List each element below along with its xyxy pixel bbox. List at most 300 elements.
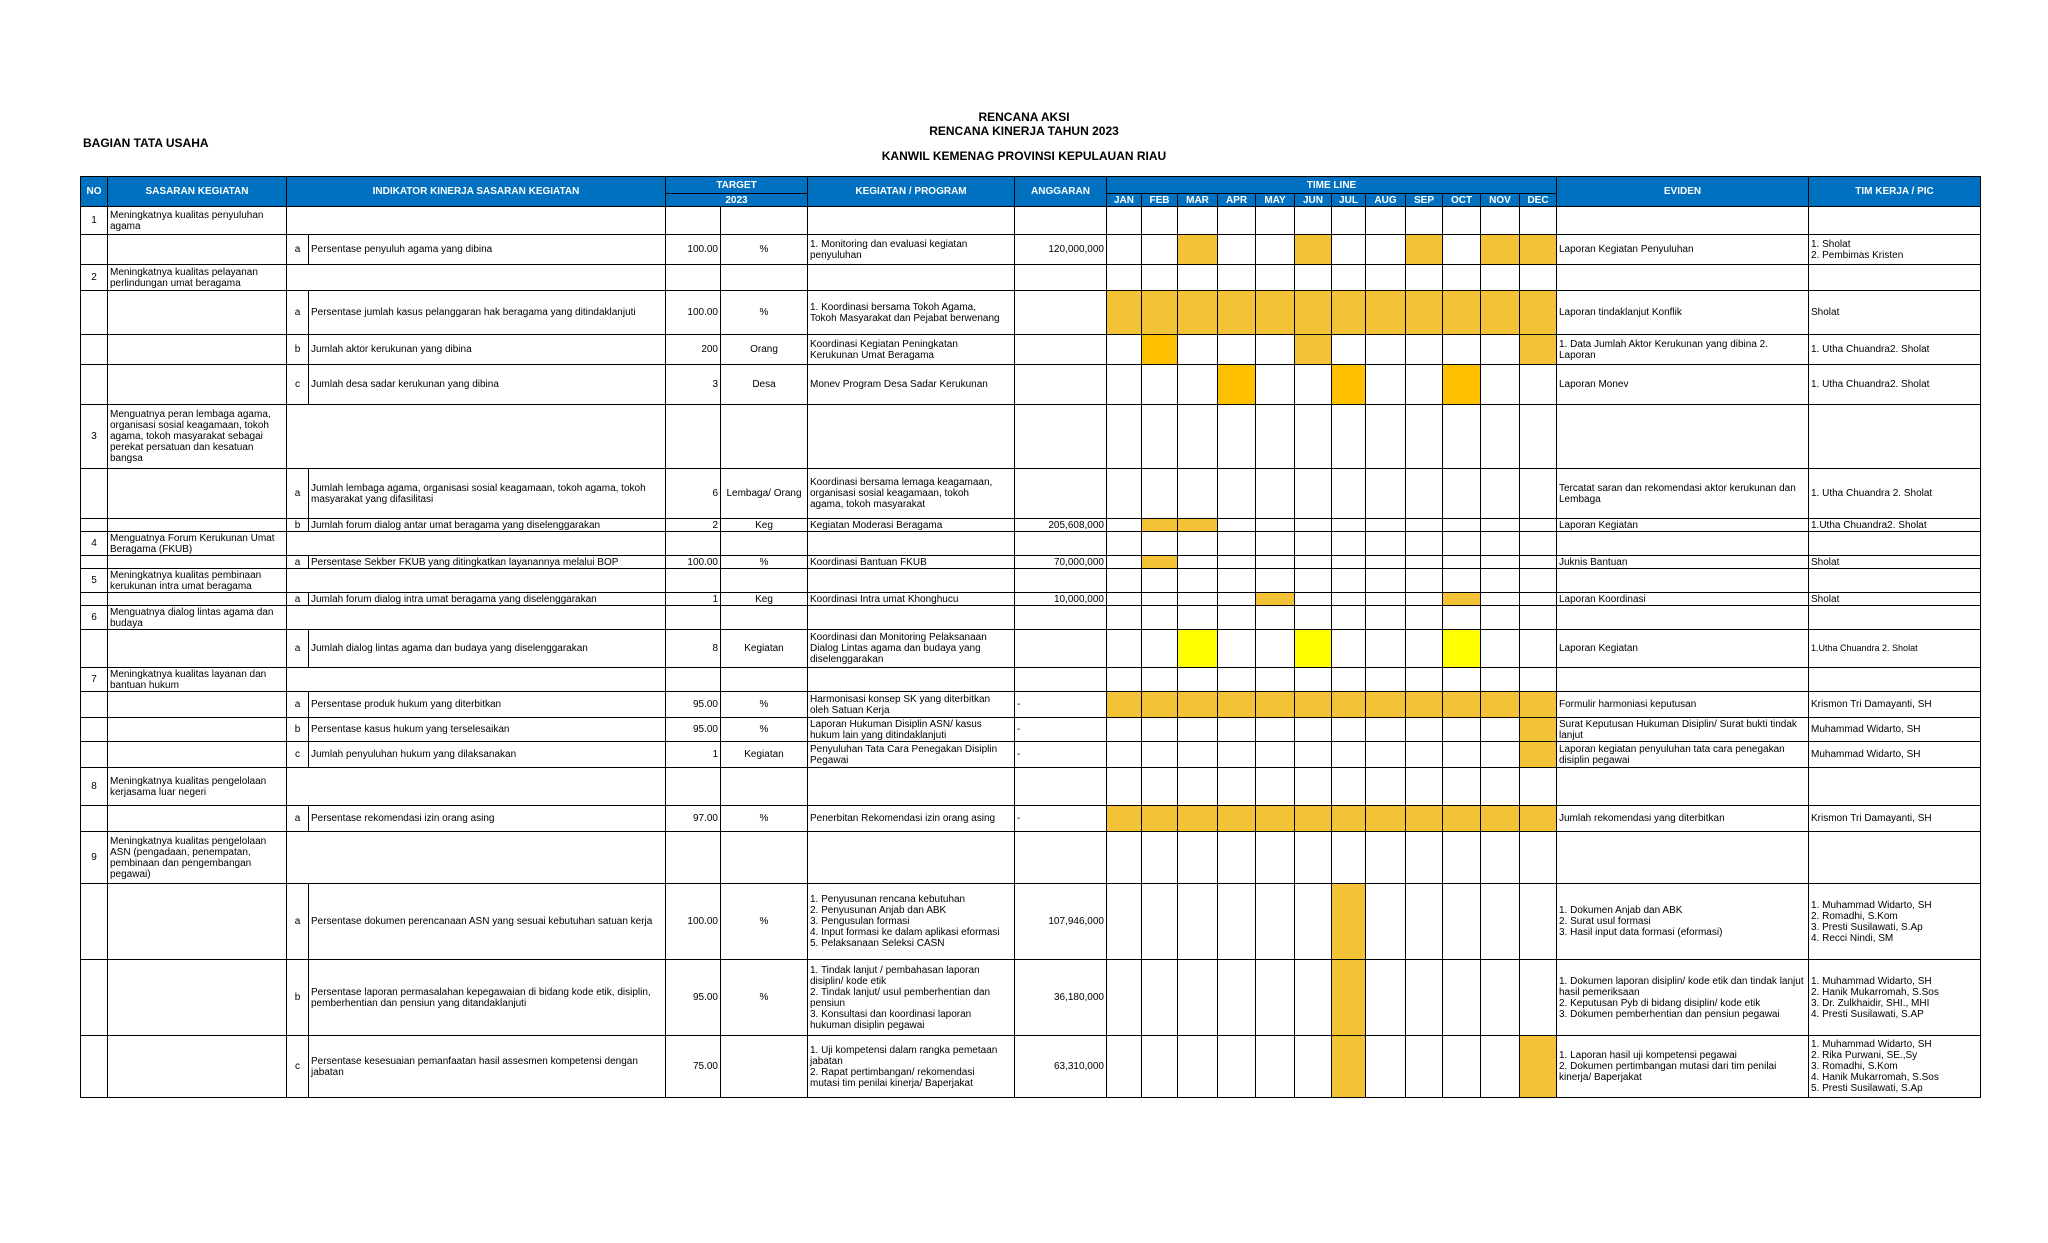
- row-number: [81, 335, 108, 365]
- sasaran-cell: Meningkatnya kualitas pengelolaan ASN (pengadaan, penempatan, pembinaan dan pengembangan pegawai): [108, 832, 287, 884]
- indicator-row: [81, 884, 1981, 960]
- timeline-cell-mar: [1178, 806, 1218, 832]
- timeline-cell-feb: [1142, 692, 1178, 718]
- timeline-cell-nov: [1481, 235, 1520, 265]
- timeline-cell-may: [1256, 207, 1295, 235]
- timeline-cell-jun: [1295, 593, 1332, 606]
- target-unit-cell: Keg: [721, 593, 808, 606]
- target-value-cell: 3: [666, 365, 721, 405]
- target-value-cell: 200: [666, 335, 721, 365]
- timeline-cell-oct: [1443, 960, 1481, 1036]
- target-value-cell: [666, 668, 721, 692]
- indicator-cell: Jumlah lembaga agama, organisasi sosial keagamaan, tokoh agama, tokoh masyarakat yang difasilitasi: [309, 469, 666, 519]
- timeline-cell-apr: [1218, 469, 1256, 519]
- kegiatan-cell: [808, 668, 1015, 692]
- target-value-cell: 1: [666, 593, 721, 606]
- target-value-cell: 6: [666, 469, 721, 519]
- timeline-cell-may: [1256, 469, 1295, 519]
- sasaran-cell: Menguatnya Forum Kerukunan Umat Beragama (FKUB): [108, 532, 287, 556]
- timeline-cell-jan: [1107, 593, 1142, 606]
- month-header-jun: JUN: [1295, 194, 1332, 207]
- kegiatan-cell: Laporan Hukuman Disiplin ASN/ kasus hukum lain yang ditindaklanjuti: [808, 718, 1015, 742]
- month-header-oct: OCT: [1443, 194, 1481, 207]
- timeline-cell-dec: [1520, 365, 1557, 405]
- timeline-cell-may: [1256, 806, 1295, 832]
- timeline-cell-sep: [1406, 556, 1443, 569]
- timeline-cell-jul: [1332, 469, 1366, 519]
- eviden-cell: [1557, 569, 1809, 593]
- timeline-cell-aug: [1366, 606, 1406, 630]
- timeline-cell-mar: [1178, 960, 1218, 1036]
- timeline-cell-mar: [1178, 1036, 1218, 1098]
- eviden-cell: Tercatat saran dan rekomendasi aktor kerukunan dan Lembaga: [1557, 469, 1809, 519]
- target-value-cell: 95.00: [666, 718, 721, 742]
- timeline-cell-nov: [1481, 692, 1520, 718]
- indicator-cell: Jumlah forum dialog intra umat beragama yang diselenggarakan: [309, 593, 666, 606]
- timeline-cell-sep: [1406, 832, 1443, 884]
- timeline-cell-nov: [1481, 960, 1520, 1036]
- timeline-cell-feb: [1142, 335, 1178, 365]
- timeline-cell-jun: [1295, 532, 1332, 556]
- goal-row: [81, 668, 1981, 692]
- sasaran-cell: Meningkatnya kualitas penyuluhan agama: [108, 207, 287, 235]
- timeline-cell-oct: [1443, 519, 1481, 532]
- indicator-letter: b: [287, 960, 309, 1036]
- target-value-cell: 100.00: [666, 556, 721, 569]
- timeline-cell-aug: [1366, 960, 1406, 1036]
- timeline-cell-jan: [1107, 960, 1142, 1036]
- department-label: BAGIAN TATA USAHA: [83, 136, 209, 150]
- eviden-cell: Laporan Monev: [1557, 365, 1809, 405]
- timeline-cell-feb: [1142, 207, 1178, 235]
- anggaran-cell: 36,180,000: [1015, 960, 1107, 1036]
- eviden-cell: 1. Dokumen Anjab dan ABK 2. Surat usul formasi 3. Hasil input data formasi (eformasi): [1557, 884, 1809, 960]
- timeline-cell-aug: [1366, 335, 1406, 365]
- target-unit-cell: [721, 1036, 808, 1098]
- target-unit-cell: %: [721, 235, 808, 265]
- anggaran-cell: [1015, 606, 1107, 630]
- timeline-cell-nov: [1481, 405, 1520, 469]
- timeline-cell-jan: [1107, 469, 1142, 519]
- timeline-cell-mar: [1178, 405, 1218, 469]
- row-number: [81, 960, 108, 1036]
- timeline-cell-feb: [1142, 405, 1178, 469]
- timeline-cell-jun: [1295, 291, 1332, 335]
- indicator-row: [81, 291, 1981, 335]
- eviden-cell: Laporan Kegiatan Penyuluhan: [1557, 235, 1809, 265]
- tim-cell: Krismon Tri Damayanti, SH: [1809, 806, 1981, 832]
- tim-cell: 1. Muhammad Widarto, SH 2. Rika Purwani, SE.,Sy 3. Romadhi, S.Kom 4. Hanik Mukarromah, S.Sos 5. Presti Susilawati, S.Ap: [1809, 1036, 1981, 1098]
- timeline-cell-aug: [1366, 532, 1406, 556]
- timeline-cell-mar: [1178, 207, 1218, 235]
- timeline-cell-oct: [1443, 832, 1481, 884]
- sasaran-cell: [108, 1036, 287, 1098]
- timeline-cell-jul: [1332, 884, 1366, 960]
- timeline-cell-dec: [1520, 606, 1557, 630]
- sasaran-cell: Meningkatnya kualitas pengelolaan kerjasama luar negeri: [108, 768, 287, 806]
- indicator-cell: [287, 768, 666, 806]
- goal-row: [81, 265, 1981, 291]
- indicator-cell: Jumlah penyuluhan hukum yang dilaksanakan: [309, 742, 666, 768]
- tim-cell: Muhammad Widarto, SH: [1809, 742, 1981, 768]
- row-number: [81, 718, 108, 742]
- indicator-letter: a: [287, 630, 309, 668]
- timeline-cell-may: [1256, 291, 1295, 335]
- target-unit-cell: [721, 768, 808, 806]
- timeline-cell-aug: [1366, 569, 1406, 593]
- timeline-cell-mar: [1178, 692, 1218, 718]
- goal-row: [81, 207, 1981, 235]
- timeline-cell-nov: [1481, 556, 1520, 569]
- eviden-cell: Laporan Kegiatan: [1557, 630, 1809, 668]
- timeline-cell-apr: [1218, 630, 1256, 668]
- eviden-cell: [1557, 832, 1809, 884]
- kegiatan-cell: Penyuluhan Tata Cara Penegakan Disiplin Pegawai: [808, 742, 1015, 768]
- row-number: 6: [81, 606, 108, 630]
- sasaran-cell: Meningkatnya kualitas pembinaan kerukunan intra umat beragama: [108, 569, 287, 593]
- timeline-cell-apr: [1218, 606, 1256, 630]
- indicator-cell: [287, 606, 666, 630]
- indicator-letter: c: [287, 742, 309, 768]
- tim-cell: 1. Utha Chuandra 2. Sholat: [1809, 469, 1981, 519]
- tim-cell: [1809, 832, 1981, 884]
- target-value-cell: [666, 832, 721, 884]
- tim-cell: Sholat: [1809, 593, 1981, 606]
- eviden-cell: Laporan Kegiatan: [1557, 519, 1809, 532]
- timeline-cell-dec: [1520, 593, 1557, 606]
- timeline-cell-feb: [1142, 742, 1178, 768]
- header-anggaran: ANGGARAN: [1015, 177, 1107, 207]
- row-number: 3: [81, 405, 108, 469]
- header-sasaran: SASARAN KEGIATAN: [108, 177, 287, 207]
- indicator-cell: Persentase penyuluh agama yang dibina: [309, 235, 666, 265]
- timeline-cell-jul: [1332, 742, 1366, 768]
- indicator-cell: Persentase kasus hukum yang terselesaikan: [309, 718, 666, 742]
- timeline-cell-apr: [1218, 692, 1256, 718]
- timeline-cell-oct: [1443, 335, 1481, 365]
- anggaran-cell: -: [1015, 718, 1107, 742]
- indicator-cell: Persentase dokumen perencanaan ASN yang sesuai kebutuhan satuan kerja: [309, 884, 666, 960]
- timeline-cell-sep: [1406, 718, 1443, 742]
- anggaran-cell: -: [1015, 742, 1107, 768]
- eviden-cell: [1557, 768, 1809, 806]
- anggaran-cell: [1015, 207, 1107, 235]
- target-value-cell: 100.00: [666, 291, 721, 335]
- target-unit-cell: Lembaga/ Orang: [721, 469, 808, 519]
- timeline-cell-jun: [1295, 519, 1332, 532]
- timeline-cell-mar: [1178, 593, 1218, 606]
- timeline-cell-may: [1256, 884, 1295, 960]
- sasaran-cell: Meningkatnya kualitas pelayanan perlindungan umat beragama: [108, 265, 287, 291]
- kegiatan-cell: Koordinasi Bantuan FKUB: [808, 556, 1015, 569]
- timeline-cell-jun: [1295, 469, 1332, 519]
- eviden-cell: [1557, 405, 1809, 469]
- kegiatan-cell: 1. Uji kompetensi dalam rangka pemetaan jabatan 2. Rapat pertimbangan/ rekomendasi mutasi tim penilai kinerja/ Baperjakat: [808, 1036, 1015, 1098]
- indicator-cell: [287, 265, 666, 291]
- timeline-cell-sep: [1406, 960, 1443, 1036]
- timeline-cell-oct: [1443, 668, 1481, 692]
- month-header-apr: APR: [1218, 194, 1256, 207]
- sasaran-cell: Menguatnya peran lembaga agama, organisasi sosial keagamaan, tokoh agama, tokoh masyarakat sebagai perekat persatuan dan kesatuan bangsa: [108, 405, 287, 469]
- timeline-cell-jan: [1107, 1036, 1142, 1098]
- timeline-cell-may: [1256, 742, 1295, 768]
- tim-cell: Muhammad Widarto, SH: [1809, 718, 1981, 742]
- timeline-cell-nov: [1481, 207, 1520, 235]
- tim-cell: Krismon Tri Damayanti, SH: [1809, 692, 1981, 718]
- tim-cell: [1809, 569, 1981, 593]
- timeline-cell-dec: [1520, 405, 1557, 469]
- target-value-cell: 100.00: [666, 884, 721, 960]
- timeline-cell-jun: [1295, 207, 1332, 235]
- timeline-cell-apr: [1218, 291, 1256, 335]
- indicator-letter: a: [287, 556, 309, 569]
- kegiatan-cell: [808, 606, 1015, 630]
- header-timeline: TIME LINE: [1107, 177, 1557, 194]
- indicator-cell: [287, 832, 666, 884]
- target-value-cell: [666, 768, 721, 806]
- kegiatan-cell: [808, 405, 1015, 469]
- anggaran-cell: [1015, 335, 1107, 365]
- timeline-cell-oct: [1443, 742, 1481, 768]
- tim-cell: 1.Utha Chuandra 2. Sholat: [1809, 630, 1981, 668]
- timeline-cell-feb: [1142, 718, 1178, 742]
- timeline-cell-jan: [1107, 884, 1142, 960]
- timeline-cell-oct: [1443, 365, 1481, 405]
- indicator-cell: Persentase laporan permasalahan kepegawaian di bidang kode etik, disiplin, pemberhentian dan pensiun yang ditandaklanjuti: [309, 960, 666, 1036]
- anggaran-cell: -: [1015, 692, 1107, 718]
- timeline-cell-sep: [1406, 884, 1443, 960]
- indicator-cell: Jumlah forum dialog antar umat beragama yang diselenggarakan: [309, 519, 666, 532]
- timeline-cell-jan: [1107, 742, 1142, 768]
- anggaran-cell: 10,000,000: [1015, 593, 1107, 606]
- timeline-cell-apr: [1218, 832, 1256, 884]
- timeline-cell-jan: [1107, 519, 1142, 532]
- indicator-row: [81, 519, 1981, 532]
- timeline-cell-apr: [1218, 556, 1256, 569]
- eviden-cell: Juknis Bantuan: [1557, 556, 1809, 569]
- eviden-cell: [1557, 668, 1809, 692]
- kegiatan-cell: [808, 532, 1015, 556]
- timeline-cell-jun: [1295, 335, 1332, 365]
- tim-cell: [1809, 265, 1981, 291]
- timeline-cell-dec: [1520, 469, 1557, 519]
- eviden-cell: Laporan tindaklanjut Konflik: [1557, 291, 1809, 335]
- goal-row: [81, 569, 1981, 593]
- timeline-cell-oct: [1443, 291, 1481, 335]
- header-eviden: EVIDEN: [1557, 177, 1809, 207]
- timeline-cell-feb: [1142, 884, 1178, 960]
- timeline-cell-nov: [1481, 291, 1520, 335]
- month-header-dec: DEC: [1520, 194, 1557, 207]
- timeline-cell-aug: [1366, 630, 1406, 668]
- eviden-cell: [1557, 265, 1809, 291]
- timeline-cell-jul: [1332, 1036, 1366, 1098]
- timeline-cell-oct: [1443, 532, 1481, 556]
- target-unit-cell: Desa: [721, 365, 808, 405]
- timeline-cell-sep: [1406, 265, 1443, 291]
- timeline-cell-feb: [1142, 668, 1178, 692]
- timeline-cell-may: [1256, 593, 1295, 606]
- timeline-cell-jul: [1332, 768, 1366, 806]
- tim-cell: 1. Muhammad Widarto, SH 2. Romadhi, S.Kom 3. Presti Susilawati, S.Ap 4. Recci Nindi, SM: [1809, 884, 1981, 960]
- timeline-cell-nov: [1481, 768, 1520, 806]
- timeline-cell-apr: [1218, 532, 1256, 556]
- sasaran-cell: Menguatnya dialog lintas agama dan budaya: [108, 606, 287, 630]
- month-header-aug: AUG: [1366, 194, 1406, 207]
- tim-cell: 1. Muhammad Widarto, SH 2. Hanik Mukarromah, S.Sos 3. Dr. Zulkhaidir, SHI., MHI 4. Presti Susilawati, S.AP: [1809, 960, 1981, 1036]
- timeline-cell-jun: [1295, 235, 1332, 265]
- header-tim: TIM KERJA / PIC: [1809, 177, 1981, 207]
- timeline-cell-feb: [1142, 235, 1178, 265]
- timeline-cell-aug: [1366, 291, 1406, 335]
- timeline-cell-jul: [1332, 832, 1366, 884]
- timeline-cell-apr: [1218, 960, 1256, 1036]
- indicator-row: [81, 806, 1981, 832]
- eviden-cell: [1557, 606, 1809, 630]
- timeline-cell-aug: [1366, 593, 1406, 606]
- row-number: [81, 291, 108, 335]
- timeline-cell-jan: [1107, 569, 1142, 593]
- timeline-cell-may: [1256, 630, 1295, 668]
- timeline-cell-apr: [1218, 335, 1256, 365]
- timeline-cell-dec: [1520, 532, 1557, 556]
- timeline-cell-jul: [1332, 207, 1366, 235]
- timeline-cell-jan: [1107, 806, 1142, 832]
- kegiatan-cell: Harmonisasi konsep SK yang diterbitkan oleh Satuan Kerja: [808, 692, 1015, 718]
- row-number: [81, 519, 108, 532]
- timeline-cell-may: [1256, 718, 1295, 742]
- target-unit-cell: [721, 668, 808, 692]
- kegiatan-cell: 1. Koordinasi bersama Tokoh Agama, Tokoh Masyarakat dan Pejabat berwenang: [808, 291, 1015, 335]
- timeline-cell-mar: [1178, 742, 1218, 768]
- anggaran-cell: [1015, 291, 1107, 335]
- header-kegiatan: KEGIATAN / PROGRAM: [808, 177, 1015, 207]
- anggaran-cell: 107,946,000: [1015, 884, 1107, 960]
- timeline-cell-nov: [1481, 532, 1520, 556]
- timeline-cell-dec: [1520, 806, 1557, 832]
- timeline-cell-feb: [1142, 630, 1178, 668]
- timeline-cell-apr: [1218, 884, 1256, 960]
- timeline-cell-apr: [1218, 405, 1256, 469]
- timeline-cell-jan: [1107, 405, 1142, 469]
- timeline-cell-oct: [1443, 207, 1481, 235]
- timeline-cell-dec: [1520, 832, 1557, 884]
- timeline-cell-sep: [1406, 692, 1443, 718]
- kegiatan-cell: Monev Program Desa Sadar Kerukunan: [808, 365, 1015, 405]
- timeline-cell-feb: [1142, 519, 1178, 532]
- timeline-cell-apr: [1218, 742, 1256, 768]
- kegiatan-cell: Koordinasi bersama lemaga keagamaan, organisasi sosial keagamaan, tokoh agama, tokoh masyarakat: [808, 469, 1015, 519]
- timeline-cell-oct: [1443, 806, 1481, 832]
- timeline-cell-jul: [1332, 668, 1366, 692]
- timeline-cell-jan: [1107, 532, 1142, 556]
- timeline-cell-mar: [1178, 291, 1218, 335]
- sasaran-cell: [108, 692, 287, 718]
- tim-cell: Sholat: [1809, 556, 1981, 569]
- timeline-cell-feb: [1142, 768, 1178, 806]
- indicator-letter: a: [287, 884, 309, 960]
- indicator-row: [81, 556, 1981, 569]
- timeline-cell-jan: [1107, 630, 1142, 668]
- sasaran-cell: [108, 960, 287, 1036]
- timeline-cell-feb: [1142, 1036, 1178, 1098]
- anggaran-cell: [1015, 469, 1107, 519]
- timeline-cell-jul: [1332, 265, 1366, 291]
- timeline-cell-aug: [1366, 469, 1406, 519]
- timeline-cell-jul: [1332, 606, 1366, 630]
- timeline-cell-apr: [1218, 569, 1256, 593]
- timeline-cell-aug: [1366, 768, 1406, 806]
- timeline-cell-dec: [1520, 235, 1557, 265]
- timeline-cell-may: [1256, 832, 1295, 884]
- tim-cell: 1. Utha Chuandra2. Sholat: [1809, 335, 1981, 365]
- timeline-cell-may: [1256, 405, 1295, 469]
- timeline-cell-mar: [1178, 469, 1218, 519]
- timeline-cell-sep: [1406, 742, 1443, 768]
- timeline-cell-jul: [1332, 593, 1366, 606]
- timeline-cell-may: [1256, 235, 1295, 265]
- target-value-cell: 97.00: [666, 806, 721, 832]
- timeline-cell-mar: [1178, 606, 1218, 630]
- target-unit-cell: %: [721, 806, 808, 832]
- timeline-cell-jan: [1107, 768, 1142, 806]
- indicator-row: [81, 960, 1981, 1036]
- header-indikator: INDIKATOR KINERJA SASARAN KEGIATAN: [287, 177, 666, 207]
- timeline-cell-jun: [1295, 1036, 1332, 1098]
- timeline-cell-jul: [1332, 291, 1366, 335]
- row-number: 9: [81, 832, 108, 884]
- timeline-cell-aug: [1366, 668, 1406, 692]
- anggaran-cell: [1015, 569, 1107, 593]
- timeline-cell-aug: [1366, 692, 1406, 718]
- anggaran-cell: [1015, 405, 1107, 469]
- timeline-cell-dec: [1520, 960, 1557, 1036]
- month-header-mar: MAR: [1178, 194, 1218, 207]
- timeline-cell-nov: [1481, 606, 1520, 630]
- sasaran-cell: [108, 556, 287, 569]
- timeline-cell-apr: [1218, 1036, 1256, 1098]
- action-plan-table: [80, 176, 1981, 1098]
- timeline-cell-apr: [1218, 668, 1256, 692]
- timeline-cell-sep: [1406, 606, 1443, 630]
- row-number: [81, 469, 108, 519]
- timeline-cell-jul: [1332, 556, 1366, 569]
- target-value-cell: [666, 569, 721, 593]
- sasaran-cell: [108, 291, 287, 335]
- kegiatan-cell: Koordinasi dan Monitoring Pelaksanaan Dialog Lintas agama dan budaya yang diselenggarakan: [808, 630, 1015, 668]
- timeline-cell-dec: [1520, 668, 1557, 692]
- row-number: 2: [81, 265, 108, 291]
- timeline-cell-oct: [1443, 768, 1481, 806]
- timeline-cell-jan: [1107, 291, 1142, 335]
- timeline-cell-feb: [1142, 532, 1178, 556]
- timeline-cell-sep: [1406, 1036, 1443, 1098]
- timeline-cell-dec: [1520, 519, 1557, 532]
- sasaran-cell: Meningkatnya kualitas layanan dan bantuan hukum: [108, 668, 287, 692]
- indicator-cell: Persentase kesesuaian pemanfaatan hasil assesmen kompetensi dengan jabatan: [309, 1036, 666, 1098]
- timeline-cell-aug: [1366, 365, 1406, 405]
- timeline-cell-dec: [1520, 768, 1557, 806]
- timeline-cell-feb: [1142, 556, 1178, 569]
- eviden-cell: Surat Keputusan Hukuman Disiplin/ Surat bukti tindak lanjut: [1557, 718, 1809, 742]
- indicator-row: [81, 692, 1981, 718]
- target-value-cell: [666, 532, 721, 556]
- timeline-cell-feb: [1142, 960, 1178, 1036]
- anggaran-cell: [1015, 768, 1107, 806]
- indicator-row: [81, 1036, 1981, 1098]
- anggaran-cell: 120,000,000: [1015, 235, 1107, 265]
- kegiatan-cell: [808, 207, 1015, 235]
